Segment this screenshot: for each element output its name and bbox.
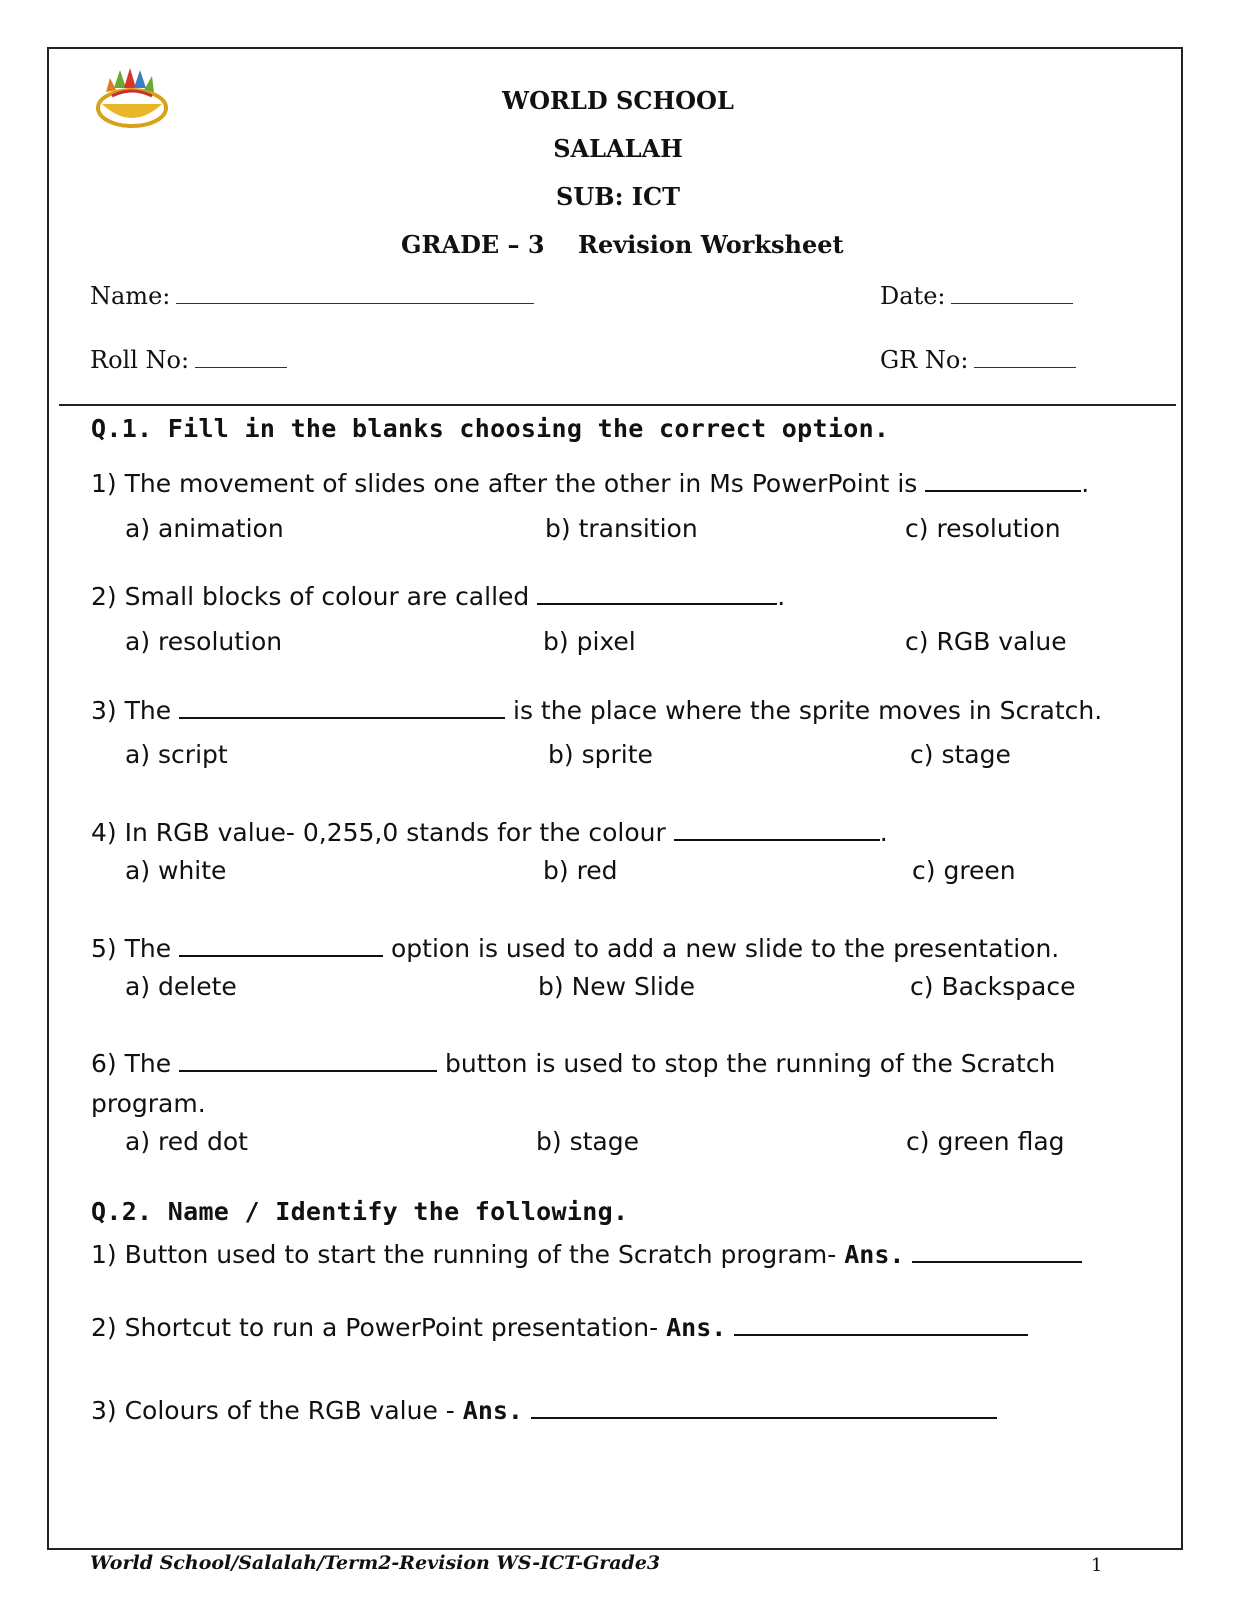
q1-item-2-text: 2) Small blocks of colour are called [91,582,530,611]
q1-item-1-option-a: a) animation [125,514,284,543]
q1-item-3 [91,696,1102,725]
grade-label: GRADE – 3 [401,230,545,259]
date-field [880,281,1073,310]
q1-item-1-option-c: c) resolution [905,514,1061,543]
q1-item-3-option-b: b) sprite [548,740,653,769]
q2-item-3-ans-label: Ans. [462,1396,523,1425]
q1-item-2-option-c: c) RGB value [905,627,1067,656]
q1-item-2-post: . [777,582,786,611]
school-city: SALALAH [553,134,683,163]
q1-item-5-option-b: b) New Slide [538,972,696,1001]
q1-item-2-option-b: b) pixel [543,627,636,656]
q1-item-4-post: . [879,818,888,847]
q2-title: Q.2. Name / Identify the following. [91,1197,629,1226]
q1-item-3-text: 3) The [91,696,172,725]
q2-item-2 [91,1313,1028,1342]
q1-item-4-blank[interactable] [674,819,880,841]
q2-item-2-text: 2) Shortcut to run a PowerPoint presentation- [91,1313,659,1342]
roll-no-blank[interactable] [195,345,287,368]
q1-item-1-text: 1) The movement of slides one after the other in Ms PowerPoint is [91,469,918,498]
q1-item-3-post: is the place where the sprite moves in Scratch. [513,696,1103,725]
q1-item-2 [91,582,785,611]
school-name: WORLD SCHOOL [502,86,734,115]
header-divider [59,404,1176,406]
q1-item-4-option-a: a) white [125,856,227,885]
q1-item-6 [91,1049,1055,1078]
q1-item-4 [91,818,888,847]
q1-item-6-option-c: c) green flag [906,1127,1065,1156]
page-footer: World School/Salalah/Term2-Revision WS-ICT-Grade3 [90,1552,661,1574]
date-blank[interactable] [951,281,1073,304]
q1-title: Q.1. Fill in the blanks choosing the correct option. [91,414,890,443]
q1-item-6-option-a: a) red dot [125,1127,248,1156]
roll-no-label: Roll No: [90,346,190,374]
q2-item-1-text: 1) Button used to start the running of the Scratch program- [91,1240,837,1269]
name-blank[interactable] [176,281,534,304]
q1-item-4-option-b: b) red [543,856,618,885]
q1-item-6-text: 6) The [91,1049,172,1078]
q2-item-3-blank[interactable] [531,1397,997,1419]
q1-item-6-blank[interactable] [179,1050,437,1072]
roll-no-field [90,345,287,374]
q1-item-3-option-a: a) script [125,740,228,769]
name-field [90,281,534,310]
q1-item-3-blank[interactable] [179,697,505,719]
name-label: Name: [90,282,171,310]
date-label: Date: [880,282,946,310]
q1-item-6-post: button is used to stop the running of the Scratch [445,1049,1056,1078]
q1-item-5-option-c: c) Backspace [910,972,1076,1001]
q2-item-3 [91,1396,997,1425]
q2-item-3-text: 3) Colours of the RGB value - [91,1396,455,1425]
page-number: 1 [1091,1555,1103,1576]
q1-item-2-blank[interactable] [537,583,777,605]
worksheet-title: Revision Worksheet [578,230,844,259]
gr-no-label: GR No: [880,346,969,374]
gr-no-blank[interactable] [974,345,1076,368]
q1-item-4-option-c: c) green [912,856,1016,885]
q1-item-5-post: option is used to add a new slide to the presentation. [391,934,1060,963]
q2-item-1-blank[interactable] [912,1241,1082,1263]
q1-item-3-option-c: c) stage [910,740,1011,769]
q1-item-6-cont: program. [91,1089,206,1118]
q1-item-5-blank[interactable] [179,935,383,957]
q1-item-5-text: 5) The [91,934,172,963]
q1-item-5 [91,934,1059,963]
subject-label: SUB: ICT [556,182,680,211]
gr-no-field [880,345,1076,374]
q1-item-1-post: . [1081,469,1090,498]
q2-item-1-ans-label: Ans. [844,1240,905,1269]
q1-item-1-blank[interactable] [925,470,1081,492]
q1-item-6-option-b: b) stage [536,1127,639,1156]
q1-item-1-option-b: b) transition [545,514,698,543]
q2-item-2-blank[interactable] [734,1314,1028,1336]
q1-item-1 [91,469,1089,498]
q1-item-4-text: 4) In RGB value- 0,255,0 stands for the colour [91,818,666,847]
q1-item-5-option-a: a) delete [125,972,237,1001]
q2-item-2-ans-label: Ans. [666,1313,727,1342]
q1-item-2-option-a: a) resolution [125,627,283,656]
q2-item-1 [91,1240,1082,1269]
